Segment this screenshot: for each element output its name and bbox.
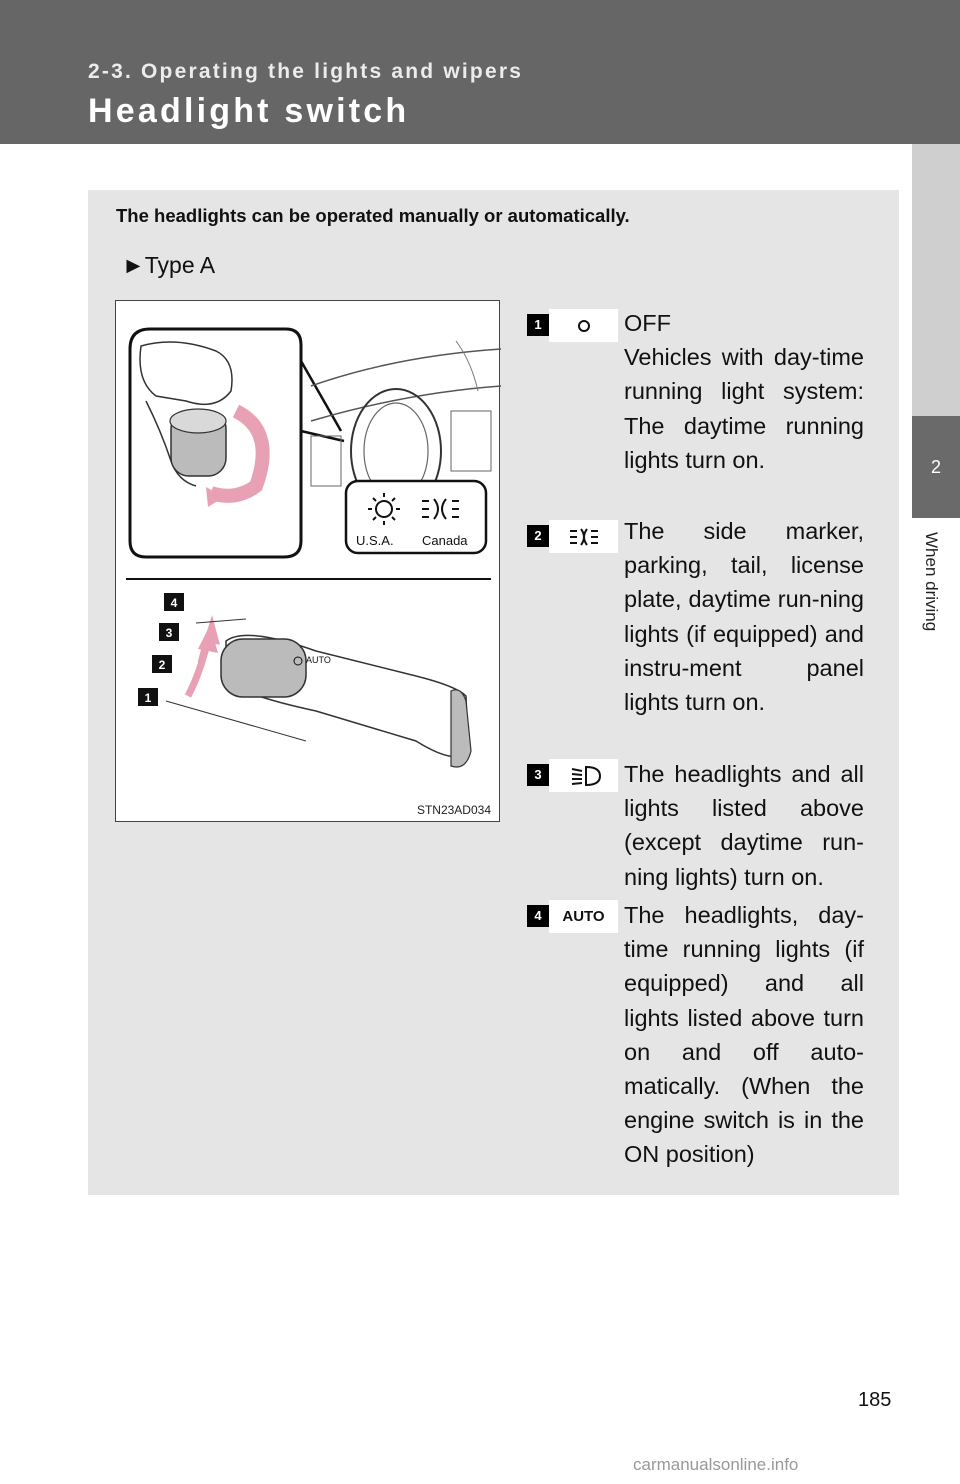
inset-label-usa: U.S.A. [356, 533, 394, 548]
item-number-4: 4 [527, 905, 549, 927]
side-tab-bar [912, 144, 960, 416]
auto-label [549, 900, 618, 933]
chapter-tab-label: When driving [922, 532, 941, 632]
callout-3: 3 [165, 626, 173, 640]
intro-text: The headlights can be operated manually or automatically. [116, 205, 630, 226]
item-text-3: The headlights and all lights listed above (except daytime run-ning lights) turn on. [624, 761, 864, 890]
headlight-icon [549, 759, 618, 792]
item-number-2: 2 [527, 525, 549, 547]
page-number: 185 [858, 1389, 892, 1411]
callout-4: 4 [170, 596, 178, 610]
callout-1: 1 [144, 691, 152, 705]
item-number-3: 3 [527, 764, 549, 786]
switch-auto-label: AUTO [306, 655, 331, 665]
callout-2: 2 [158, 658, 166, 672]
illustration-code: STN23AD034 [416, 803, 491, 817]
item-text-1 [624, 306, 864, 477]
type-label: ►Type A [122, 252, 216, 278]
footer-watermark[interactable]: carmanualsonline.info [633, 1455, 799, 1474]
switch-illustration [115, 300, 500, 822]
auto-symbol-text: AUTO [562, 908, 605, 925]
page-title: Headlight switch [88, 92, 410, 130]
section-subtitle: 2-3. Operating the lights and wipers [88, 60, 524, 83]
item-text-2: The side marker, parking, tail, license plate, daytime run-ning lights (if equipped) and instru-ment panel lights turn on. [624, 518, 864, 716]
item-number-1: 1 [527, 314, 549, 336]
item-desc-1: Vehicles with day-time running light system: The daytime running lights turn on. [624, 344, 864, 473]
off-icon [549, 309, 618, 342]
side-marker-icon [549, 520, 618, 553]
item-title-off: OFF [624, 310, 671, 336]
chapter-tab[interactable]: 2 [912, 416, 960, 518]
item-text-4: The headlights, day-time running lights (if equipped) and all lights listed above turn on and off auto-matically. (When the engine switch is in the ON position) [624, 902, 864, 1168]
inset-label-canada: Canada [422, 533, 468, 548]
